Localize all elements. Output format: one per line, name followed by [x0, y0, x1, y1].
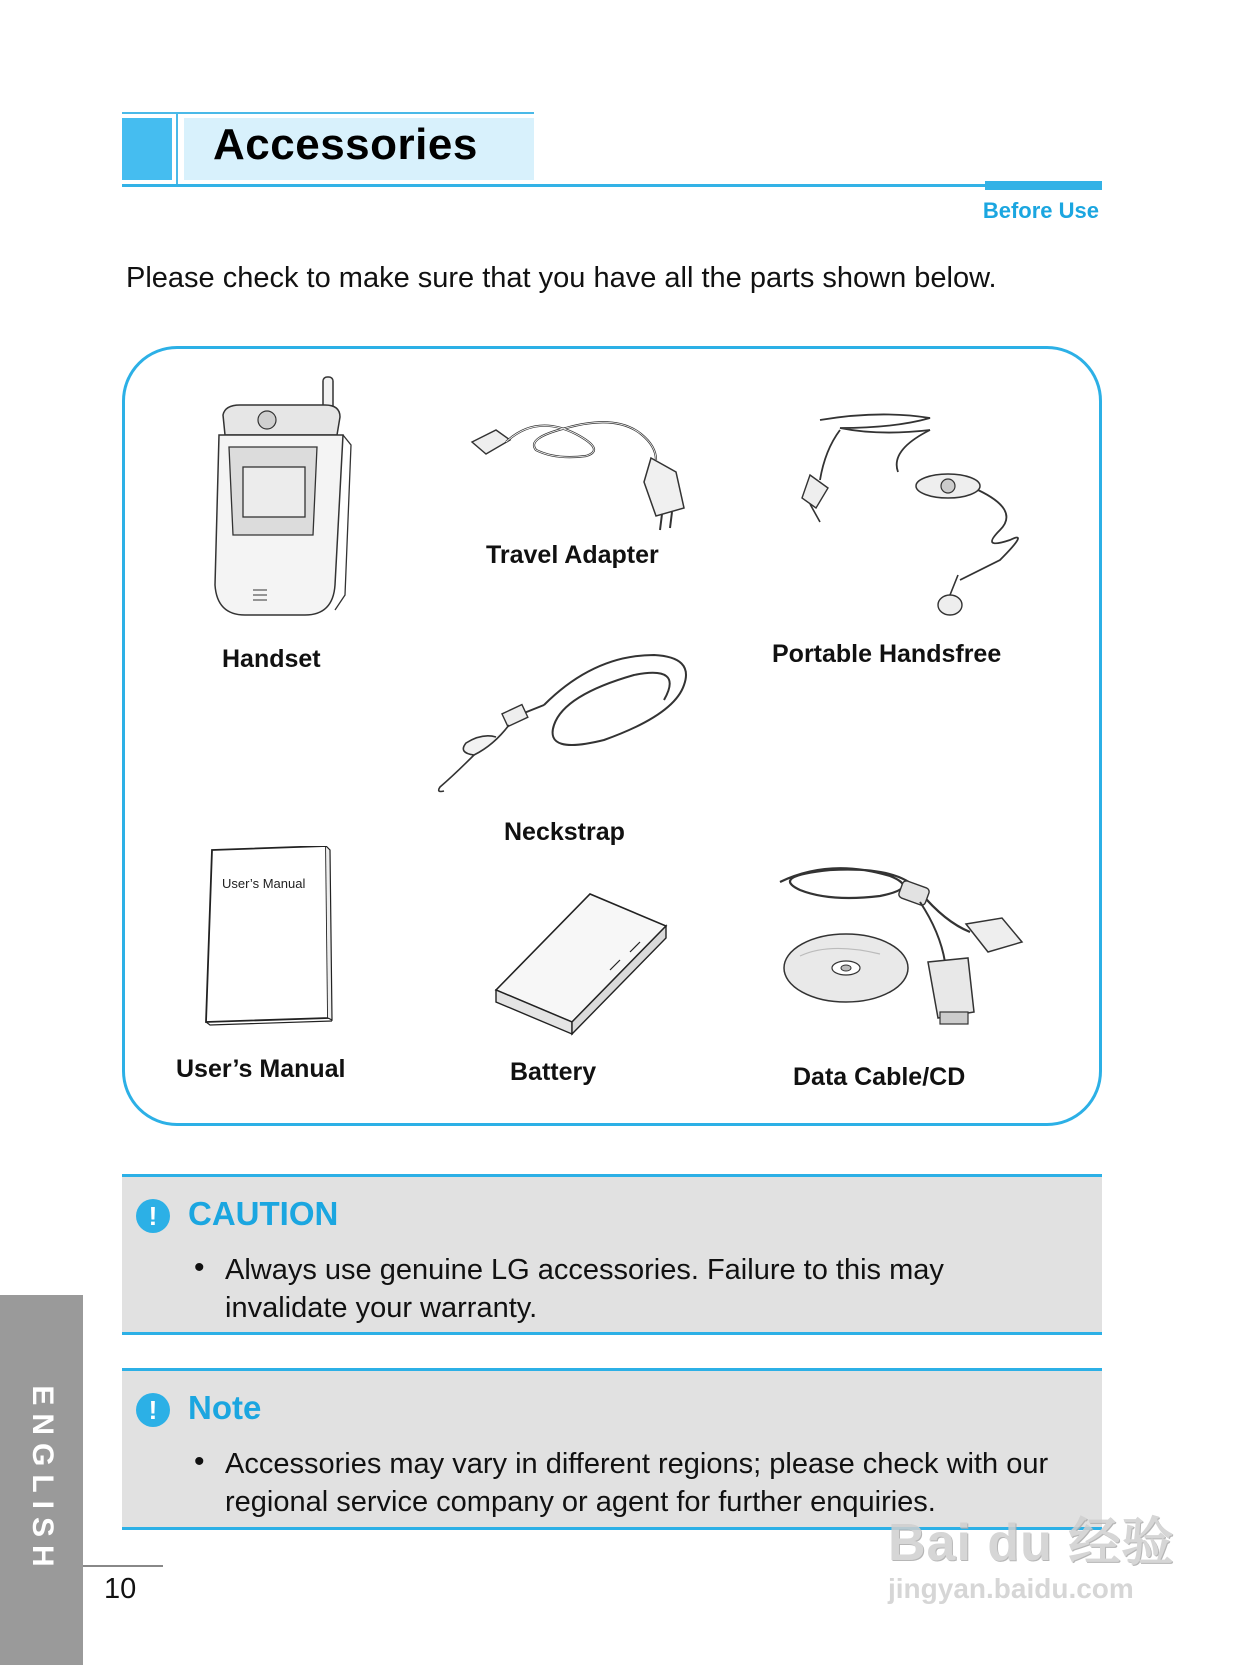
item-handset: Handset — [222, 645, 321, 673]
travel-adapter-illustration — [466, 420, 716, 540]
caution-title: CAUTION — [188, 1195, 339, 1232]
watermark-main: Bai du 经验 — [888, 1514, 1175, 1572]
page-number-rule — [83, 1565, 163, 1567]
page-title: Accessories — [213, 120, 478, 169]
item-users-manual: User’s Manual — [176, 1055, 346, 1083]
caution-box — [122, 1174, 1102, 1335]
caution-bullet: • — [194, 1251, 205, 1284]
watermark-url: jingyan.baidu.com — [888, 1573, 1134, 1604]
handset-illustration — [205, 375, 365, 620]
header-accent-block — [122, 118, 172, 180]
header-rule-accent — [985, 181, 1102, 190]
note-title: Note — [188, 1389, 262, 1426]
header-divider — [176, 112, 178, 186]
item-travel-adapter: Travel Adapter — [486, 541, 659, 569]
neckstrap-illustration — [434, 645, 704, 795]
caution-icon: ! — [136, 1199, 170, 1233]
page-number: 10 — [104, 1573, 137, 1605]
note-icon: ! — [136, 1393, 170, 1427]
item-data-cable-cd: Data Cable/CD — [793, 1063, 966, 1091]
battery-illustration — [490, 890, 670, 1040]
item-portable-handsfree: Portable Handsfree — [772, 640, 1002, 668]
caution-text: Always use genuine LG accessories. Failure to this may invalidate your warranty. — [225, 1254, 944, 1324]
header-top-line — [122, 112, 534, 114]
language-label: ENGLISH — [26, 1385, 59, 1575]
header-rule — [122, 184, 1102, 187]
users-manual-cover-text: User’s Manual — [222, 876, 306, 891]
item-battery: Battery — [510, 1058, 597, 1086]
data-cable-cd-illustration — [770, 862, 1060, 1032]
section-label: Before Use — [982, 198, 1099, 223]
intro-text: Please check to make sure that you have all the parts shown below. — [126, 262, 997, 294]
baidu-watermark — [888, 1500, 1174, 1605]
item-neckstrap: Neckstrap — [504, 818, 625, 846]
users-manual-illustration — [200, 846, 340, 1026]
portable-handsfree-illustration — [780, 410, 1040, 620]
note-bullet: • — [194, 1445, 205, 1478]
note-text: Accessories may vary in different regions; please check with our regional service company or agent for further enquiries. — [225, 1448, 1049, 1518]
